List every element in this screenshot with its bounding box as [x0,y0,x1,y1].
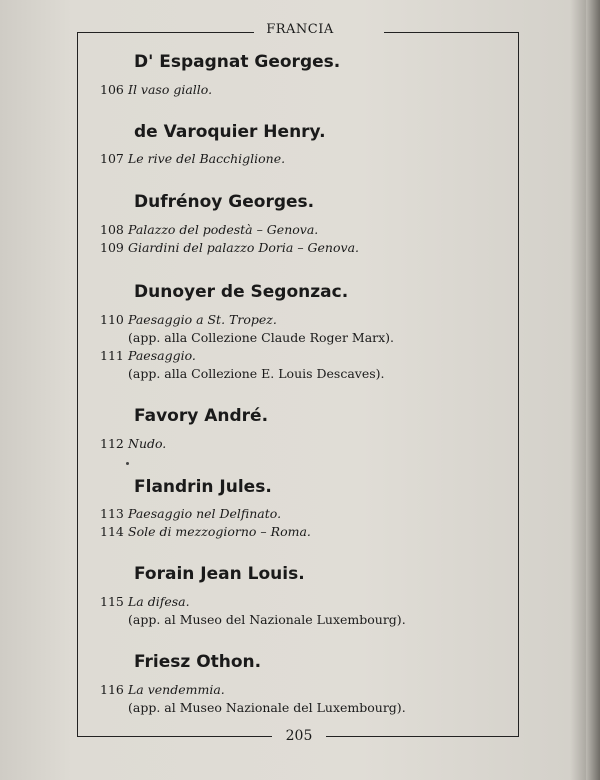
ink-speck [126,462,129,465]
work-number: 107 [100,151,124,166]
artist-name: Friesz Othon. [134,652,262,672]
work-number: 113 [100,506,124,521]
work-title: La vendemmia. [128,682,225,697]
work-title: Paesaggio a St. Tropez. [128,312,277,327]
work-provenance: (app. al Museo Nazionale del Luxembourg). [128,700,406,715]
work-entry [100,436,166,451]
work-title: Palazzo del podestà – Genova. [128,222,319,237]
work-entry [100,524,311,539]
work-provenance: (app. alla Collezione E. Louis Descaves). [128,366,385,381]
work-entry [100,151,285,166]
work-provenance: (app. alla Collezione Claude Roger Marx). [128,330,395,345]
work-title: Sole di mezzogiorno – Roma. [128,524,311,539]
work-number: 111 [100,348,124,363]
work-title: La difesa. [128,594,190,609]
work-title: Paesaggio nel Delfinato. [128,506,282,521]
work-title: Nudo. [128,436,167,451]
artist-name: Dunoyer de Segonzac. [134,282,349,302]
work-entry [100,82,212,97]
work-number: 114 [100,524,124,539]
work-entry [100,312,277,327]
work-number: 115 [100,594,124,609]
page-number: 205 [285,728,313,744]
artist-name: Dufrénoy Georges. [134,192,315,212]
artist-name: D' Espagnat Georges. [134,52,341,72]
work-title: Il vaso giallo. [128,82,213,97]
artist-name: Favory André. [134,406,269,426]
work-number: 116 [100,682,124,697]
work-number: 109 [100,240,124,255]
work-entry [100,348,196,363]
section-header: FRANCIA [266,22,334,37]
work-provenance: (app. al Museo del Nazionale Luxembourg). [128,612,406,627]
work-number: 110 [100,312,124,327]
work-number: 108 [100,222,124,237]
work-entry [100,222,318,237]
artist-name: Forain Jean Louis. [134,564,305,584]
work-number: 112 [100,436,124,451]
work-title: Le rive del Bacchiglione. [128,151,286,166]
work-entry [100,594,190,609]
artist-name: de Varoquier Henry. [134,122,326,142]
artist-name: Flandrin Jules. [134,477,272,497]
work-title: Giardini del palazzo Doria – Genova. [128,240,359,255]
work-entry [100,240,359,255]
work-number: 106 [100,82,124,97]
work-title: Paesaggio. [128,348,196,363]
work-entry [100,682,225,697]
work-entry [100,506,281,521]
